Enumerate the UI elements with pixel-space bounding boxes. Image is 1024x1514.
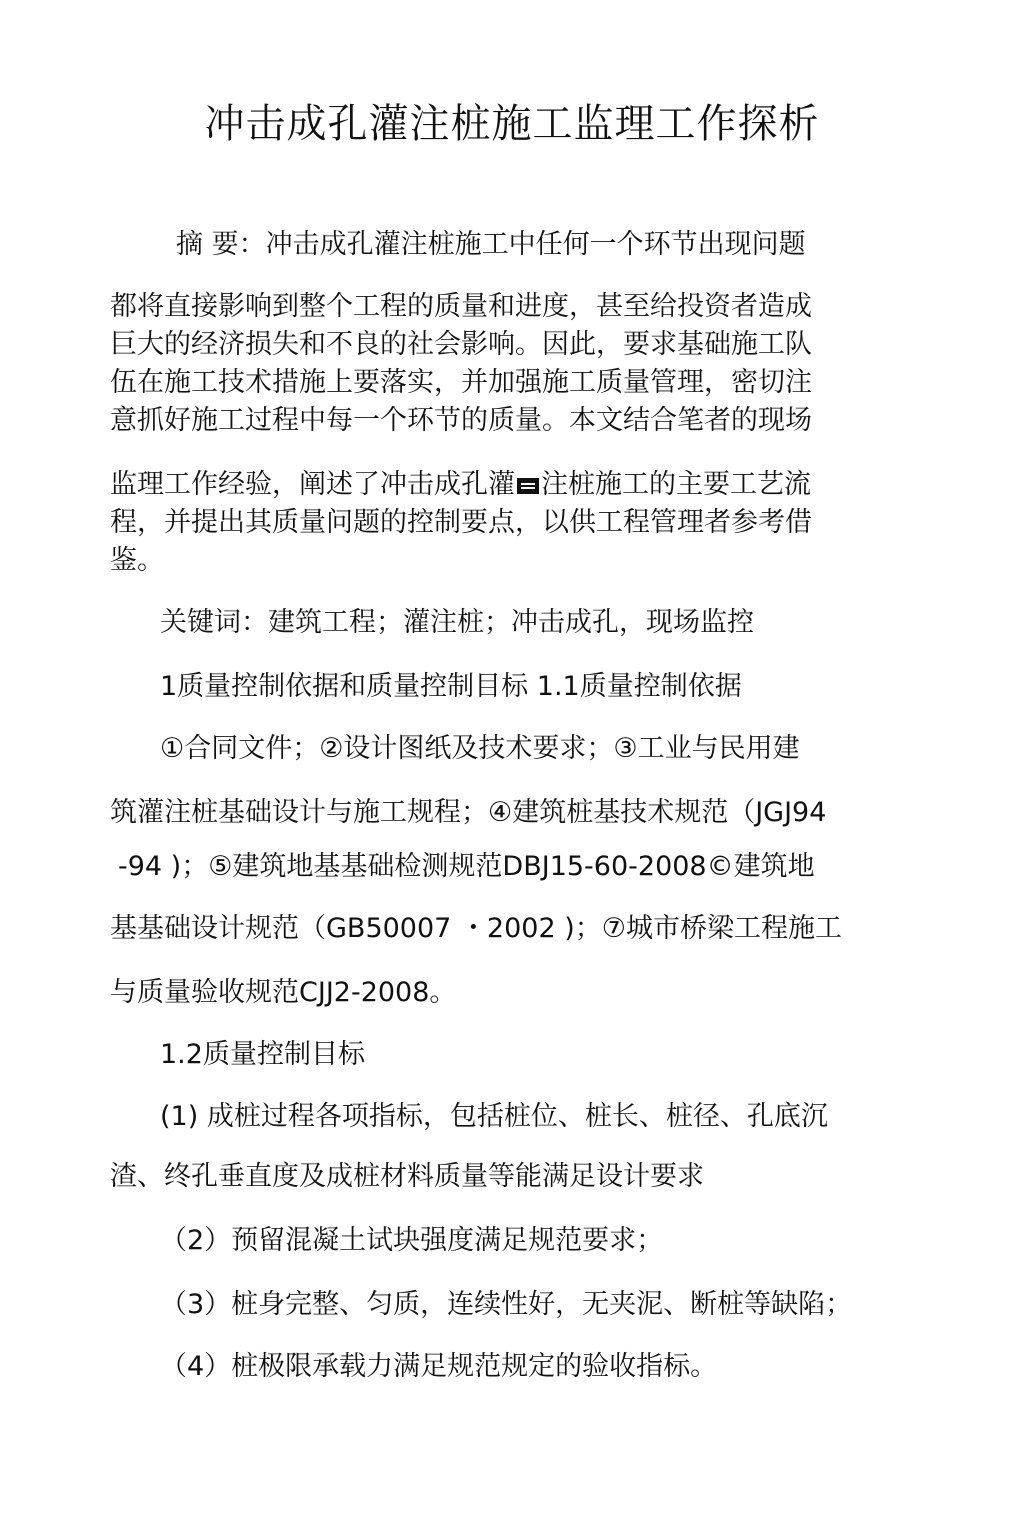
abstract-line-7: 程，并提出其质量问题的控制要点，以供工程管理者参考借 bbox=[110, 507, 812, 538]
goal-2: （2）预留混凝土试块强度满足规范要求； bbox=[160, 1225, 664, 1256]
abstract-line-6-part-a: 监理工作经验，阐述了冲击成孔灌 bbox=[110, 469, 515, 500]
document-title: 冲击成孔灌注桩施工监理工作探析 bbox=[204, 101, 820, 147]
section-1-2-heading: 1.2质量控制目标 bbox=[160, 1039, 365, 1070]
image-placeholder-icon bbox=[517, 478, 539, 494]
goal-1-line-2: 渣、终孔垂直度及成桩材料质量等能满足设计要求 bbox=[110, 1161, 704, 1192]
abstract-line-2: 都将直接影响到整个工程的质量和进度，甚至给投资者造成 bbox=[110, 291, 812, 322]
basis-line-1: ①合同文件；②设计图纸及技术要求；③工业与民用建 bbox=[160, 733, 800, 764]
section-1-heading: 1质量控制依据和质量控制目标 1.1质量控制依据 bbox=[160, 671, 742, 702]
goal-3: （3）桩身完整、匀质，连续性好，无夹泥、断桩等缺陷； bbox=[160, 1289, 853, 1320]
abstract-line-8: 鉴。 bbox=[110, 545, 164, 576]
abstract-line-6 bbox=[110, 468, 811, 502]
abstract-line-6-part-b: 注桩施工的主要工艺流 bbox=[541, 469, 811, 500]
basis-line-2: 筑灌注桩基础设计与施工规程；④建筑桩基技术规范（JGJ94 bbox=[110, 797, 827, 828]
keywords: 关键词：建筑工程；灌注桩；冲击成孔，现场监控 bbox=[160, 607, 754, 638]
goal-4: （4）桩极限承载力满足规范规定的验收指标。 bbox=[160, 1351, 718, 1382]
goal-1-line-1: (1) 成桩过程各项指标，包括桩位、桩长、桩径、孔底沉 bbox=[160, 1101, 828, 1132]
basis-line-3: -94 )；⑤建筑地基基础检测规范DBJ15-60-2008©建筑地 bbox=[118, 851, 815, 882]
basis-line-4: 基基础设计规范（GB50007 ・2002 )；⑦城市桥梁工程施工 bbox=[110, 913, 842, 944]
abstract-line-4: 伍在施工技术措施上要落实，并加强施工质量管理，密切注 bbox=[110, 367, 812, 398]
abstract-line-1: 摘 要：冲击成孔灌注桩施工中任何一个环节出现问题 bbox=[176, 229, 806, 260]
abstract-line-3: 巨大的经济损失和不良的社会影响。因此，要求基础施工队 bbox=[110, 329, 812, 360]
abstract-line-5: 意抓好施工过程中每一个环节的质量。本文结合笔者的现场 bbox=[110, 405, 812, 436]
basis-line-5: 与质量验收规范CJJ2-2008。 bbox=[110, 977, 457, 1008]
